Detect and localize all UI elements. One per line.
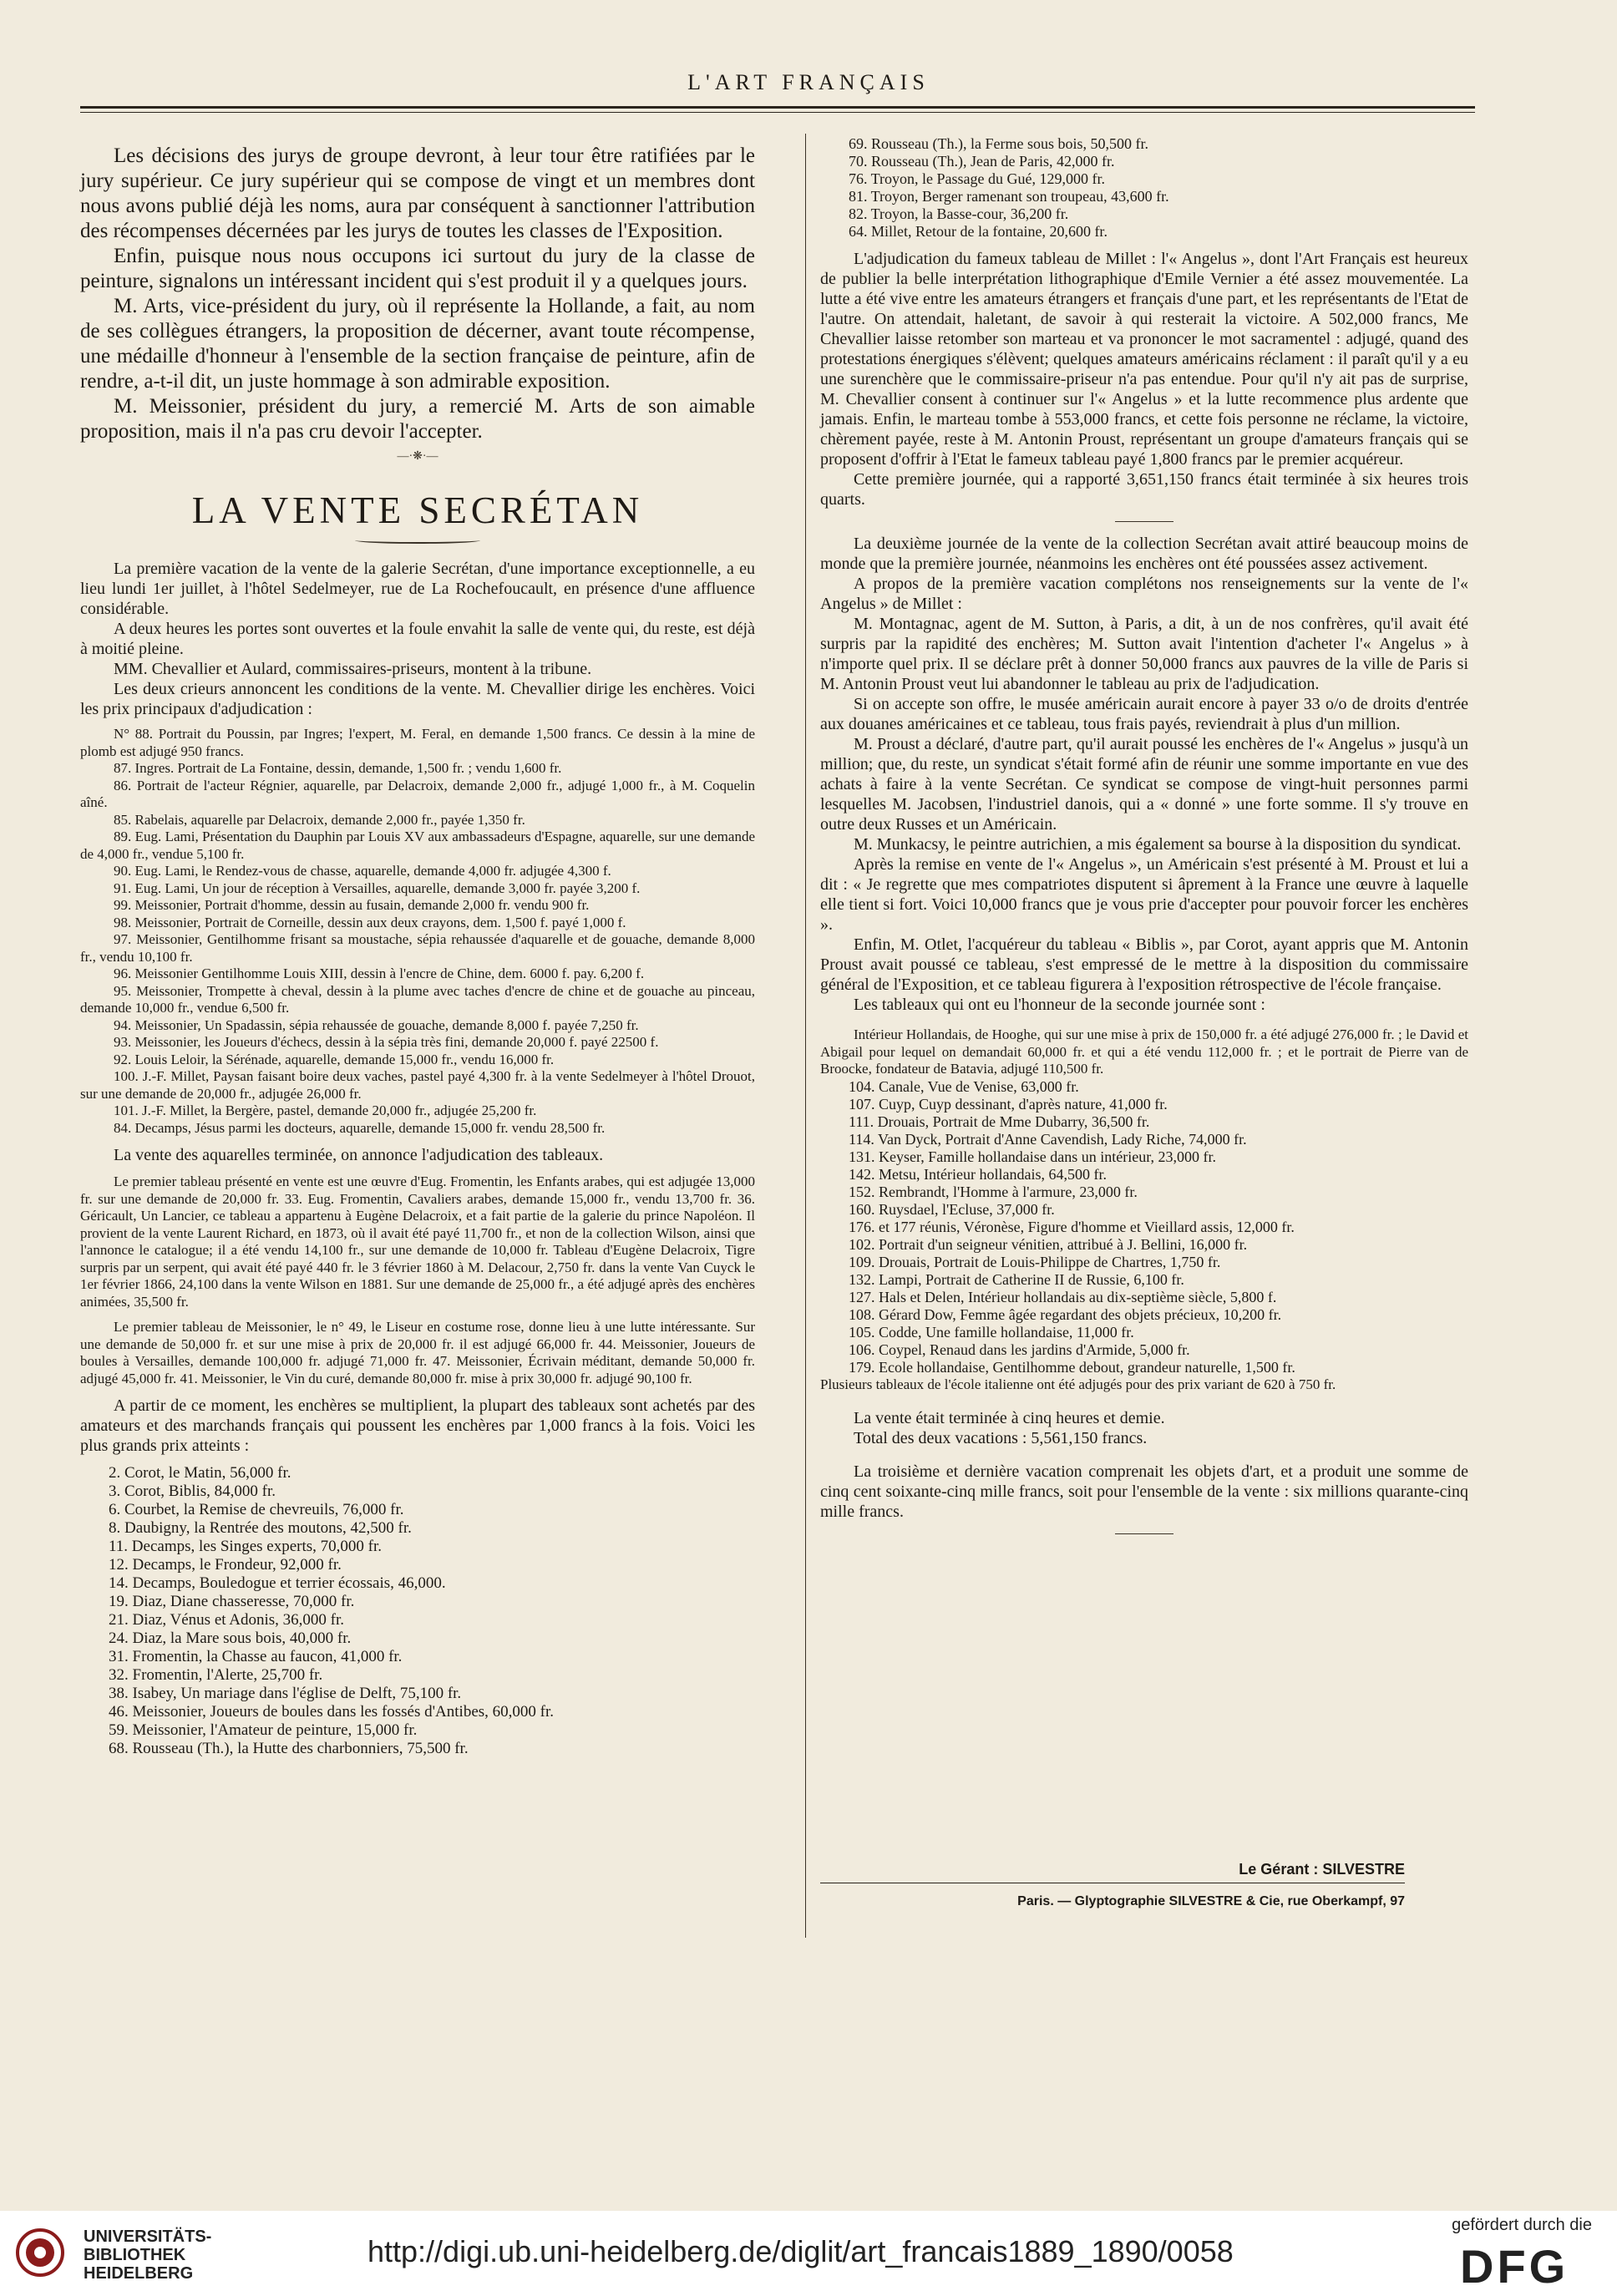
sale-item: 101. J.-F. Millet, la Bergère, pastel, demande 20,000 fr., adjugée 25,200 fr. (114, 1102, 537, 1118)
sale-item: 99. Meissonier, Portrait d'homme, dessin au fusain, demande 2,000 fr. vendu 900 fr. (114, 897, 590, 913)
paragraph: M. Arts, vice-président du jury, où il représente la Hollande, a fait, au nom de ses collègues étrangers, la proposition de décerner, avant toute récompense, une médaille d'honneur à l'ensemble de la section française de peinture, afin de rendre, a-t-il dit, un juste hommage à son admirable exposition. (80, 295, 755, 393)
paragraph: M. Montagnac, agent de M. Sutton, à Paris, a dit, à un de nos confrères, qu'il avait été surpris par la rapidité des enchères; M. Sutton avait l'intention d'acheter l'« Angelus » à n'importe quel prix. Il se déclare prêt à donner 50,000 francs aux pauvres de la ville de Paris si M. Antonin Proust veut lui abandonner le tableau au prix de l'adjudication. (820, 615, 1468, 693)
paragraph: La vente était terminée à cinq heures et demie. (854, 1409, 1165, 1427)
paragraph: Le premier tableau présenté en vente est une œuvre d'Eug. Fromentin, les Enfants arabes, qui est adjugée 13,000 fr. sur une demande de 20,000 fr. 33. Eug. Fromentin, Cavaliers arabes, demande 15,000 fr., vendu 13,700 fr. 36. Géricault, Un Lancier, ce tableau a appartenu à Eugène Delacroix, et a fait partie de la galerie du prince Napoléon. Il provient de la vente Laurent Richard, en 1873, où il avait été payé 11,700 fr., et non de la collection Wilson, ainsi que l'annonce le catalogue; il a été vendu 14,100 fr., sur une demande de 10,000 fr. Tableau d'Eugène Delacroix, Tigre surpris par un serpent, qui avait été payé 440 fr. le 3 février 1860 à M. Delacour, 2,750 fr. dans la vente Van Cuyck le 1er février 1866, 24,100 dans la vente Wilson en 1881. Sur une demande de 25,000 fr., a été adjugé après des enchères animées, 35,500 fr. (80, 1173, 755, 1310)
sale-item: Intérieur Hollandais, de Hooghe, qui sur une mise à prix de 150,000 fr. a été adjugé 276,000 fr. ; le David et Abigail pour lequel on demandait 60,000 fr. et qui a été vendu 112,000 fr. ; et le portrait de Pierre van de Broocke, fondateur de Batavia, adjugé 110,500 fr. (820, 1026, 1468, 1077)
list-item: 8. Daubigny, la Rentrée des moutons, 42,500 fr. (109, 1519, 412, 1537)
paragraph: La première vacation de la vente de la galerie Secrétan, d'une importance exceptionnelle, a eu lieu lundi 1er juillet, à l'hôtel Sedelmeyer, rue de La Rochefoucault, en présence d'une affluence considérable. (80, 560, 755, 618)
list-item: 160. Ruysdael, l'Ecluse, 37,000 fr. (849, 1200, 1055, 1218)
list-item: 19. Diaz, Diane chasseresse, 70,000 fr. (109, 1593, 355, 1610)
sale-item: 94. Meissonier, Un Spadassin, sépia rehaussée de gouache, demande 8,000 f. payée 7,250 fr. (114, 1016, 639, 1033)
institution-line: BIBLIOTHEK (84, 2246, 186, 2264)
list-item: 11. Decamps, les Singes experts, 70,000 fr. (109, 1538, 382, 1555)
funding-note: gefördert durch die (1452, 2216, 1592, 2234)
paragraph: Les tableaux qui ont eu l'honneur de la seconde journée sont : (854, 996, 1265, 1014)
left-column (80, 144, 755, 1758)
list-item: 76. Troyon, le Passage du Gué, 129,000 fr. (849, 170, 1105, 187)
list-item: 82. Troyon, la Basse-cour, 36,200 fr. (849, 205, 1069, 222)
list-item: 107. Cuyp, Cuyp dessinant, d'après nature, 41,000 fr. (849, 1095, 1168, 1113)
short-rule (1115, 521, 1173, 522)
list-item: 179. Ecole hollandaise, Gentilhomme debout, grandeur naturelle, 1,500 fr. (849, 1358, 1295, 1376)
article-title: LA VENTE SECRÉTAN (191, 489, 644, 531)
sale-item: 89. Eug. Lami, Présentation du Dauphin par Louis XV aux ambassadeurs d'Espagne, aquarelle, sur une demande de 4,000 fr., vendue 5,100 fr. (80, 829, 755, 862)
sale-item: N° 88. Portrait du Poussin, par Ingres; l'expert, M. Feral, en demande 1,500 francs. Ce dessin à la mine de plomb est adjugé 950 francs. (80, 726, 755, 759)
paragraph: MM. Chevallier et Aulard, commissaires-priseurs, montent à la tribune. (114, 660, 592, 678)
short-rule (1115, 1533, 1173, 1534)
paragraph: Les décisions des jurys de groupe devront, à leur tour être ratifiées par le jury supérieur. Ce jury supérieur qui se compose de vingt et un membres dont nous avons publié déjà les noms, aura par conséquent à sanctionner l'attribution des récompenses décernées par les jurys de toutes les classes de l'Exposition. (80, 144, 755, 242)
university-seal-icon (15, 2228, 65, 2278)
gerant-signature: Le Gérant : SILVESTRE (1239, 1861, 1405, 1878)
list-item: 142. Metsu, Intérieur hollandais, 64,500 fr. (849, 1165, 1107, 1183)
sale-item: 91. Eug. Lami, Un jour de réception à Versailles, aquarelle, demande 3,000 fr. payée 3,200 f. (114, 879, 641, 896)
paragraph: Cette première journée, qui a rapporté 3,651,150 francs était terminée à six heures trois quarts. (820, 470, 1468, 509)
institution-name (84, 2228, 211, 2283)
list-item: 6. Courbet, la Remise de chevreuils, 76,000 fr. (109, 1501, 404, 1518)
list-item: 131. Keyser, Famille hollandaise dans un intérieur, 23,000 fr. (849, 1148, 1216, 1165)
list-item: 102. Portrait d'un seigneur vénitien, attribué à J. Bellini, 16,000 fr. (849, 1235, 1248, 1253)
list-item: 104. Canale, Vue de Venise, 63,000 fr. (849, 1077, 1079, 1095)
sale-item: 96. Meissonier Gentilhomme Louis XIII, dessin à l'encre de Chine, dem. 6000 f. pay. 6,200 f. (114, 966, 645, 981)
list-item: 106. Coypel, Renaud dans les jardins d'Armide, 5,000 fr. (849, 1341, 1190, 1358)
list-item: 132. Lampi, Portrait de Catherine II de Russie, 6,100 fr. (849, 1270, 1184, 1288)
paragraph: M. Meissonier, président du jury, a remercié M. Arts de son aimable proposition, mais il n'a pas cru devoir l'accepter. (80, 395, 755, 443)
running-header: L'ART FRANÇAIS (687, 70, 930, 94)
paragraph: Les deux crieurs annoncent les conditions de la vente. M. Chevallier dirige les enchères. Voici les prix principaux d'adjudication : (80, 680, 755, 718)
sale-item: 86. Portrait de l'acteur Régnier, aquarelle, par Delacroix, demande 2,000 fr., adjugé 1,000 fr., à M. Coquelin aîné. (80, 777, 755, 810)
source-url-link[interactable]: http://digi.ub.uni-heidelberg.de/diglit/art_francais1889_1890/0058 (368, 2234, 1234, 2268)
printer-imprint: Paris. — Glyptographie SILVESTRE & Cie, rue Oberkampf, 97 (1017, 1894, 1405, 1908)
list-item: 24. Diaz, la Mare sous bois, 40,000 fr. (109, 1630, 352, 1647)
paragraph: L'adjudication du fameux tableau de Millet : l'« Angelus », dont l'Art Français est heureux de publier la belle interprétation lithographique d'Emile Vernier a été assez mouvementée. La lutte a été vive entre les amateurs étrangers et français d'une part, et les représentants de l'Etat de l'autre. On attendait, haletant, de savoir à qui resterait la victoire. A 502,000 francs, Me Chevallier laisse retomber son marteau et va prononcer le mot sacramentel : adjugé, quand des protestations énergiques s'élèvent; quelques amateurs américains réclament : il paraît qu'il y a eu une surenchère que le commissaire-priseur n'a pas entendue. Pour qu'il n'y ait pas de surprise, M. Chevallier consent à continuer sur l'« Angelus » et la lutte recommence plus ardente que jamais. Enfin, le marteau tombe à 553,000 francs, et cette fois personne ne réclame, la victoire, chèrement payée, reste à M. Antonin Proust, représentant un groupe d'amateurs français qui se proposent d'offrir à l'Etat le fameux tableau payé 1,800 francs par le premier acquéreur. (820, 250, 1468, 469)
list-item: 21. Diaz, Vénus et Adonis, 36,000 fr. (109, 1611, 344, 1629)
sale-item: 85. Rabelais, aquarelle par Delacroix, demande 2,000 fr., payée 1,350 fr. (114, 811, 525, 828)
list-item: 59. Meissonier, l'Amateur de peinture, 15,000 fr. (109, 1721, 418, 1739)
right-column (820, 135, 1468, 1546)
list-item: 114. Van Dyck, Portrait d'Anne Cavendish, Lady Riche, 74,000 fr. (849, 1130, 1247, 1148)
paragraph: M. Proust a déclaré, d'autre part, qu'il aurait poussé les enchères de l'« Angelus » jusqu'à un million; que, du reste, un syndicat s'était formé afin de réunir une somme importante en vue des achats à faire à la vente Secrétan. Ce syndicat se compose de vingt-huit personnes parmi lesquelles M. Jacobsen, l'industriel danois, qui a « donné » une forte somme. Il s'y trouve en outre deux Russes et un Américain. (820, 735, 1468, 834)
list-item: 81. Troyon, Berger ramenant son troupeau, 43,600 fr. (849, 188, 1169, 205)
list-item: 38. Isabey, Un mariage dans l'église de Delft, 75,100 fr. (109, 1685, 462, 1702)
list-item: 31. Fromentin, la Chasse au faucon, 41,000 fr. (109, 1648, 403, 1665)
paragraph: La deuxième journée de la vente de la collection Secrétan avait attiré beaucoup moins de monde que la première journée, néanmoins les enchères ont été poussées assez activement. (820, 535, 1468, 573)
list-item: 3. Corot, Biblis, 84,000 fr. (109, 1483, 276, 1500)
sale-item: 95. Meissonier, Trompette à cheval, dessin à la plume avec taches d'encre de chine et de gouache au pinceau, demande 10,000 fr., vendue 6,500 fr. (80, 982, 755, 1016)
sale-item: 90. Eug. Lami, le Rendez-vous de chasse, aquarelle, demande 4,000 fr. adjugée 4,300 f. (114, 863, 611, 879)
list-item: 64. Millet, Retour de la fontaine, 20,600 fr. (849, 223, 1108, 240)
list-item: 70. Rousseau (Th.), Jean de Paris, 42,000 fr. (849, 153, 1115, 170)
list-item: 176. et 177 réunis, Véronèse, Figure d'homme et Vieillard assis, 12,000 fr. (849, 1218, 1295, 1235)
sale-item: 87. Ingres. Portrait de La Fontaine, dessin, demande, 1,500 fr. ; vendu 1,600 fr. (114, 760, 562, 776)
sale-item: 93. Meissonier, les Joueurs d'échecs, dessin à la sépia très fini, demande 20,000 f. payé 22500 f. (114, 1034, 659, 1050)
institution-line: HEIDELBERG (84, 2264, 194, 2283)
paragraph: A deux heures les portes sont ouvertes et la foule envahit la salle de vente qui, du reste, est déjà à moitié pleine. (80, 620, 755, 658)
list-item: 12. Decamps, le Frondeur, 92,000 fr. (109, 1556, 342, 1574)
sale-item: 98. Meissonier, Portrait de Corneille, dessin aux deux crayons, dem. 1,500 f. payé 1,000 f. (114, 914, 626, 930)
list-item: 69. Rousseau (Th.), la Ferme sous bois, 50,500 fr. (849, 135, 1148, 152)
sale-item: 100. J.-F. Millet, Paysan faisant boire deux vaches, pastel payé 4,300 fr. à la vente Sedelmeyer à l'hôtel Drouot, sur une demande de 20,000 fr., adjugée 26,000 fr. (80, 1068, 755, 1102)
second-day-list (820, 1078, 1468, 1376)
sale-item: 84. Decamps, Jésus parmi les docteurs, aquarelle, demande 15,000 fr. vendu 28,500 fr. (114, 1119, 606, 1136)
paragraph: A propos de la première vacation complétons nos renseignements sur la vente de l'« Angelus » de Millet : (820, 575, 1468, 613)
list-item: 109. Drouais, Portrait de Louis-Philippe de Chartres, 1,750 fr. (849, 1253, 1221, 1270)
paragraph: A partir de ce moment, les enchères se multiplient, la plupart des tableaux sont achetés par des amateurs et des marchands français qui poussent les enchères par 1,000 francs à la fois. Voici les plus grands prix atteints : (80, 1396, 755, 1455)
paragraph: Enfin, M. Otlet, l'acquéreur du tableau « Biblis », par Corot, ayant appris que M. Antonin Proust avait poussé ce tableau, s'est empressé de le mettre à la disposition du commissaire général de l'Exposition, et ce tableau figurera à l'exposition rétrospective de l'école française. (820, 935, 1468, 994)
list-item: 108. Gérard Dow, Femme âgée regardant des objets précieux, 10,200 fr. (849, 1305, 1282, 1323)
list-item: 32. Fromentin, l'Alerte, 25,700 fr. (109, 1666, 323, 1684)
list-item: 46. Meissonier, Joueurs de boules dans les fossés d'Antibes, 60,000 fr. (109, 1703, 555, 1721)
header-rule-thin (80, 112, 1475, 113)
sale-item: 97. Meissonier, Gentilhomme frisant sa moustache, sépia rehaussée d'aquarelle et de gouache, demande 8,000 fr., vendu 10,100 fr. (80, 931, 755, 965)
list-item: 152. Rembrandt, l'Homme à l'armure, 23,000 fr. (849, 1183, 1138, 1200)
institution-line: UNIVERSITÄTS- (84, 2228, 212, 2246)
dfg-logo-text: DFG (1460, 2240, 1569, 2289)
paragraph: Après la remise en vente de l'« Angelus », un Américain s'est présenté à M. Proust et lui a dit : « Je regrette que mes compatriotes disputent si âprement à la France une œuvre à laquelle elle tient si fort. Voici 10,000 francs que je vous prie d'accepter pour pouvoir forcer les enchères ». (820, 855, 1468, 934)
list-item: 68. Rousseau (Th.), la Hutte des charbonniers, 75,500 fr. (109, 1740, 469, 1757)
dfg-logo-icon (1452, 2239, 1594, 2289)
ornament-divider: —·❋·— (397, 450, 438, 463)
paragraph: La troisième et dernière vacation comprenait les objets d'art, et a produit une somme de cinq cent soixante-cinq mille francs, soit pour l'ensemble de la vente : six millions quarante-cinq mille francs. (820, 1462, 1468, 1521)
wavy-rule (355, 537, 480, 544)
continued-prices-list (820, 135, 1468, 241)
column-divider (805, 134, 806, 1938)
list-item: 111. Drouais, Portrait de Mme Dubarry, 36,500 fr. (849, 1113, 1150, 1130)
list-item: 127. Hals et Delen, Intérieur hollandais au dix-septième siècle, 5,800 f. (849, 1288, 1277, 1305)
top-prices-list (80, 1464, 755, 1758)
paragraph: Total des deux vacations : 5,561,150 francs. (854, 1429, 1148, 1447)
paragraph: M. Munkacsy, le peintre autrichien, a mis également sa bourse à la disposition du syndicat. (854, 835, 1462, 854)
list-item: 14. Decamps, Bouledogue et terrier écossais, 46,000. (109, 1574, 446, 1592)
paragraph: Le premier tableau de Meissonier, le n° 49, le Liseur en costume rose, donne lieu à une lutte intéressante. Sur une demande de 50,000 fr. et sur une mise à prix de 20,000 fr. il est adjugé 66,000 fr. 44. Meissonier, Joueurs de boules à Versailles, demande 100,000 fr. adjugé 71,000 fr. 47. Meissonier, Écrivain méditant, demande 50,000 fr. adjugé 45,000 fr. 41. Meissonier, le Vin du curé, demande 80,000 fr. mise à prix 30,000 fr. adjugé 90,100 fr. (80, 1319, 755, 1386)
list-item: 105. Codde, Une famille hollandaise, 11,000 fr. (849, 1323, 1134, 1341)
paragraph: Enfin, puisque nous nous occupons ici surtout du jury de la classe de peinture, signalons un intéressant incident qui s'est produit il y a quelques jours. (80, 245, 755, 292)
list-item: 2. Corot, le Matin, 56,000 fr. (109, 1464, 291, 1482)
sale-item: 92. Louis Leloir, la Sérénade, aquarelle, demande 15,000 fr., vendu 16,000 fr. (114, 1051, 555, 1067)
paragraph: Plusieurs tableaux de l'école italienne ont été adjugés pour des prix variant de 620 à 750 fr. (820, 1376, 1336, 1392)
paragraph: Si on accepte son offre, le musée américain aurait encore à payer 33 o/o de droits d'entrée aux douanes américaines et ce tableau, tous frais payés, reviendrait à plus d'un million. (820, 695, 1468, 733)
digitization-footer (0, 2211, 1617, 2296)
paragraph: La vente des aquarelles terminée, on annonce l'adjudication des tableaux. (114, 1146, 604, 1164)
header-rule (80, 106, 1475, 109)
